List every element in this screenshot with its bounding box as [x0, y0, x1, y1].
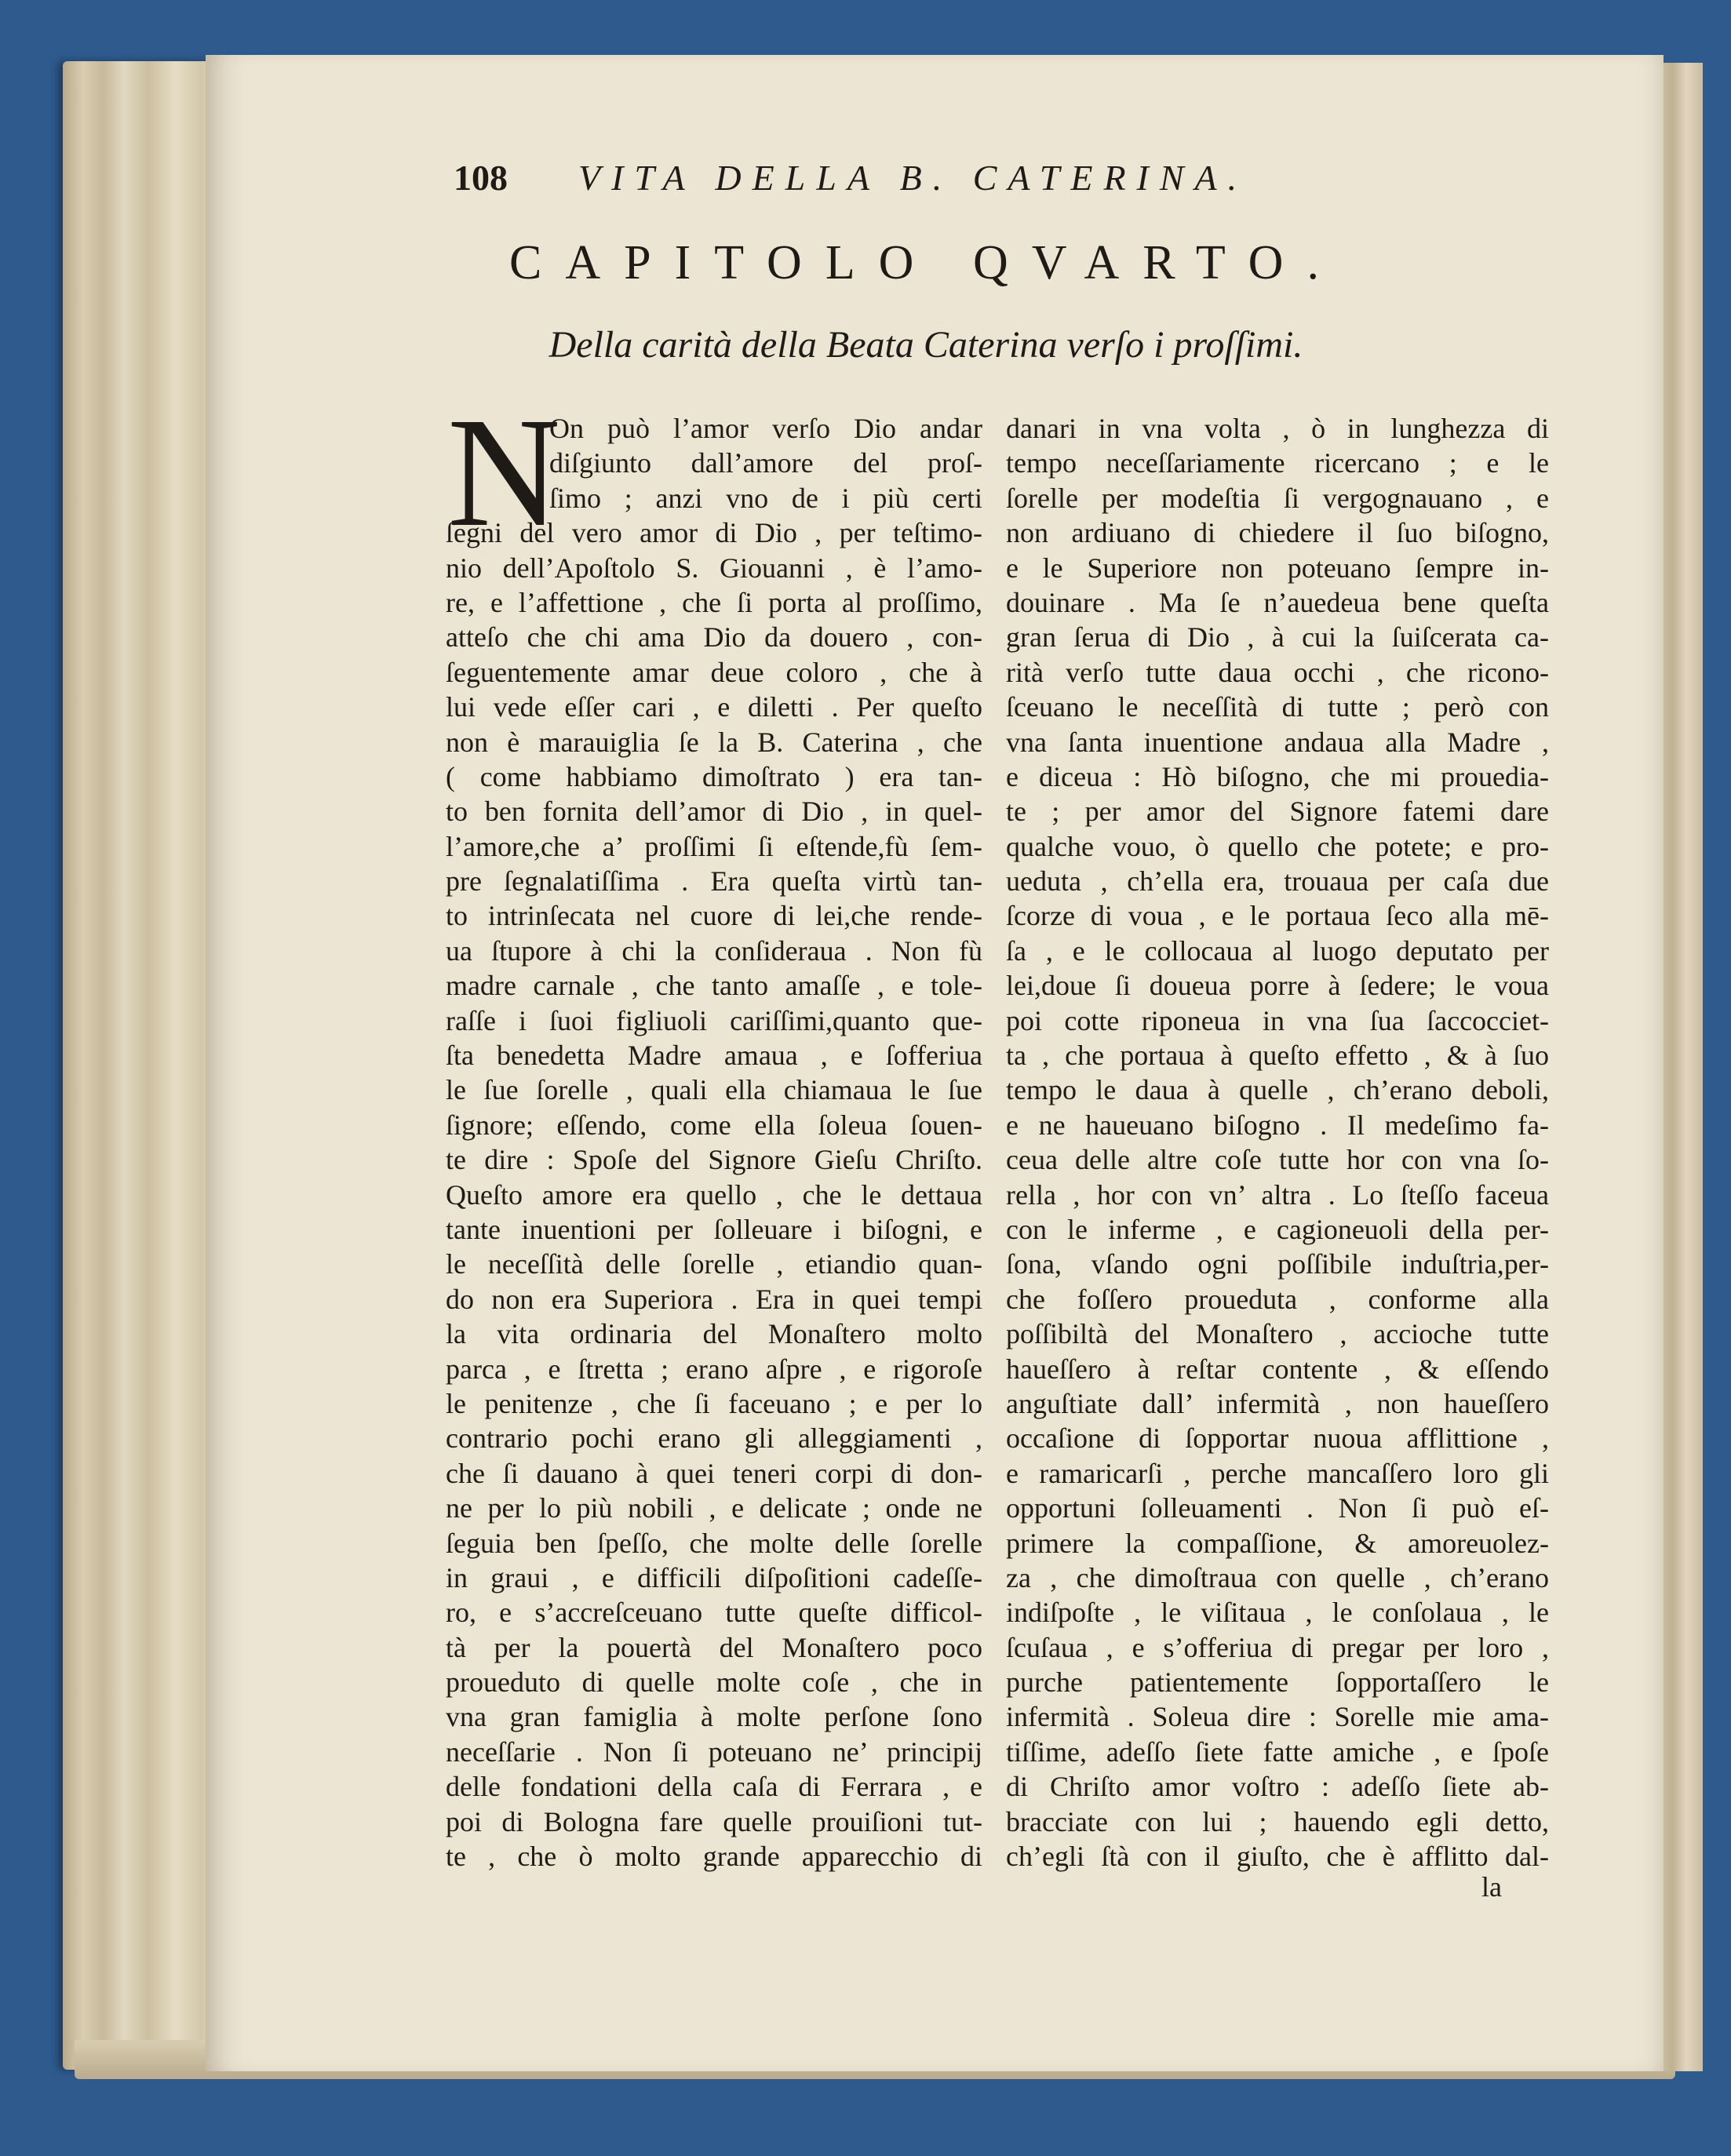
catchword: la: [1481, 1871, 1502, 1903]
text-line: parca , e ſtretta ; erano aſpre , e rigoroſe: [446, 1353, 982, 1385]
text-line: nio dell’Apoſtolo S. Giouanni , è l’amo-: [446, 552, 982, 584]
text-line: infermità . Soleua dire : Sorelle mie ama-: [1006, 1701, 1549, 1733]
text-line: anguſtiate dall’ infermità , non haueſſero: [1006, 1387, 1549, 1419]
text-line: e ne haueuano biſogno . Il medeſimo fa-: [1006, 1109, 1549, 1141]
page-number: 108: [454, 158, 508, 198]
text-line: lei,doue ſi doueua porre à ſedere; le voua: [1006, 970, 1549, 1002]
chapter-subtitle: Della carità della Beata Caterina verſo i proſſimi.: [548, 324, 1303, 366]
text-line: On può l’amor verſo Dio andar: [549, 413, 982, 444]
text-line: ſcuſaua , e s’offeriua di pregar per loro ,: [1006, 1631, 1549, 1663]
text-line: poi cotte riponeua in vna ſua ſaccocciet-: [1006, 1004, 1549, 1036]
text-line: con le inferme , e cagioneuoli della per-: [1006, 1213, 1549, 1245]
text-line: primere la compaſſione, & amoreuolez-: [1006, 1527, 1549, 1559]
text-line: ſegni del vero amor di Dio , per teſtimo-: [446, 517, 982, 549]
text-line: madre carnale , che tanto amaſſe , e tole-: [446, 970, 982, 1002]
text-line: l’amore,che a’ proſſimi ſi eſtende,fù ſem-: [446, 830, 982, 862]
text-line: ſta benedetta Madre amaua , e ſofferiua: [446, 1040, 982, 1072]
running-header: [454, 157, 1419, 198]
text-line: purche patientemente ſopportaſſero le: [1006, 1666, 1549, 1699]
text-line: te , che ò molto grande apparecchio di: [446, 1841, 982, 1873]
text-line: occaſione di ſopportar nuoua afflittione ,: [1006, 1422, 1549, 1455]
text-line: e le Superiore non poteuano ſempre in-: [1006, 552, 1549, 584]
text-line: douinare . Ma ſe n’auedeua bene queſta: [1006, 586, 1549, 618]
text-line: ſimo ; anzi vno de i più certi: [549, 482, 982, 514]
text-line: ſignore; eſſendo, come ella ſoleua ſouen-: [446, 1109, 982, 1141]
text-line: tante inuentioni per ſolleuare i biſogni, e: [446, 1213, 982, 1245]
text-line: opportuni ſolleuamenti . Non ſi può eſ-: [1006, 1492, 1549, 1524]
text-line: ſona, vſando ogni poſſibile induſtria,per-: [1006, 1248, 1549, 1280]
text-line: diſgiunto dall’amore del proſ-: [549, 447, 982, 479]
text-line: lui vede eſſer cari , e diletti . Per queſto: [446, 691, 982, 723]
text-line: neceſſarie . Non ſi poteuano ne’ principij: [446, 1735, 982, 1768]
text-line: poſſibiltà del Monaſtero , accioche tutte: [1006, 1318, 1549, 1350]
text-line: haueſſero à reſtar contente , & eſſendo: [1006, 1353, 1549, 1385]
text-line: che foſſero proueduta , conforme alla: [1006, 1283, 1549, 1315]
text-line: vna ſanta inuentione andaua alla Madre ,: [1006, 726, 1549, 758]
text-line: le ſue ſorelle , quali ella chiamaua le ſue: [446, 1074, 982, 1106]
text-line: za , che dimoſtraua con quelle , ch’erano: [1006, 1561, 1549, 1593]
text-line: pre ſegnalatiſſima . Era queſta virtù tan-: [446, 865, 982, 898]
text-line: indiſpoſte , le viſitaua , le conſolaua , le: [1006, 1597, 1549, 1629]
right-text-column: [1006, 411, 1549, 1874]
text-line: ua ſtupore à chi la conſideraua . Non fù: [446, 934, 982, 967]
text-line: Queſto amore era quello , che le dettaua: [446, 1178, 982, 1211]
drop-cap: N: [447, 386, 561, 559]
text-line: e diceua : Hò biſogno, che mi prouedia-: [1006, 760, 1549, 792]
text-line: tiſſime, adeſſo ſiete fatte amiche , e ſpoſe: [1006, 1735, 1549, 1768]
text-line: e ramaricarſi , perche mancaſſero loro gli: [1006, 1457, 1549, 1489]
left-text-column: [446, 386, 982, 1874]
text-line: to intrinſecata nel cuore di lei,che rende-: [446, 900, 982, 932]
text-line: ſeguia ben ſpeſſo, che molte delle ſorelle: [446, 1527, 982, 1559]
text-line: bracciate con lui ; hauendo egli detto,: [1006, 1805, 1549, 1837]
text-line: danari in vna volta , ò in lunghezza di: [1006, 413, 1549, 444]
text-line: ro, e s’accreſceuano tutte queſte difficol-: [446, 1597, 982, 1629]
text-line: le neceſſità delle ſorelle , etiandio quan-: [446, 1248, 982, 1280]
text-line: ſa , e le collocaua al luogo deputato per: [1006, 934, 1549, 967]
text-line: non è marauiglia ſe la B. Caterina , che: [446, 726, 982, 758]
text-line: tempo neceſſariamente ricercano ; e le: [1006, 447, 1549, 479]
text-line: le penitenze , che ſi faceuano ; e per lo: [446, 1387, 982, 1419]
text-line: qualche vouo, ò quello che potete; e pro-: [1006, 830, 1549, 862]
text-line: contrario pochi erano gli alleggiamenti ,: [446, 1422, 982, 1455]
chapter-title: CAPITOLO QVARTO.: [509, 236, 1343, 290]
running-title: VITA DELLA B. CATERINA.: [578, 158, 1248, 198]
text-line: poi di Bologna fare quelle prouiſioni tut-: [446, 1805, 982, 1837]
text-line: do non era Superiora . Era in quei tempi: [446, 1283, 982, 1315]
text-line: ſorelle per modeſtia ſi vergognauano , e: [1006, 482, 1549, 514]
text-line: la vita ordinaria del Monaſtero molto: [446, 1318, 982, 1350]
text-line: di Chriſto amor voſtro : adeſſo ſiete ab-: [1006, 1771, 1549, 1803]
text-line: rella , hor con vn’ altra . Lo ſteſſo faceua: [1006, 1178, 1549, 1211]
text-line: non ardiuano di chiedere il ſuo biſogno,: [1006, 517, 1549, 549]
text-line: in graui , e difficili diſpoſitioni cadeſſe-: [446, 1561, 982, 1593]
text-line: che ſi dauano à quei teneri corpi di don-: [446, 1457, 982, 1489]
text-line: ne per lo più nobili , e delicate ; onde ne: [446, 1492, 982, 1524]
text-line: re, e l’affettione , che ſi porta al proſſimo,: [446, 586, 982, 618]
text-line: delle fondationi della caſa di Ferrara , e: [446, 1771, 982, 1803]
text-line: proueduto di quelle molte coſe , che in: [446, 1666, 982, 1699]
text-line: to ben fornita dell’amor di Dio , in quel-: [446, 796, 982, 828]
text-line: raſſe i ſuoi figliuoli cariſſimi,quanto que-: [446, 1004, 982, 1036]
text-line: tempo le daua à quelle , ch’erano deboli,: [1006, 1074, 1549, 1106]
text-line: ueduta , ch’ella era, trouaua per caſa due: [1006, 865, 1549, 898]
text-line: ch’egli ſtà con il giuſto, che è afflitto dal-: [1006, 1841, 1549, 1873]
text-line: ta , che portaua à queſto effetto , & à ſuo: [1006, 1040, 1549, 1072]
text-line: te ; per amor del Signore fatemi dare: [1006, 796, 1549, 828]
text-line: ( come habbiamo dimoſtrato ) era tan-: [446, 760, 982, 792]
text-line: ſcorze di voua , e le portaua ſeco alla mē-: [1006, 900, 1549, 932]
text-line: ſeguentemente amar deue coloro , che à: [446, 656, 982, 688]
text-line: gran ſerua di Dio , à cui la ſuiſcerata ca-: [1006, 621, 1549, 654]
text-line: atteſo che chi ama Dio da douero , con-: [446, 621, 982, 654]
text-line: vna gran famiglia à molte perſone ſono: [446, 1701, 982, 1733]
text-line: ſceuano le neceſſità di tutte ; però con: [1006, 691, 1549, 723]
text-line: rità verſo tutte daua occhi , che ricono-: [1006, 656, 1549, 688]
text-line: te dire : Spoſe del Signore Gieſu Chriſto.: [446, 1144, 982, 1176]
text-line: tà per la pouertà del Monaſtero poco: [446, 1631, 982, 1663]
text-line: ceua delle altre coſe tutte hor con vna ſo-: [1006, 1144, 1549, 1176]
